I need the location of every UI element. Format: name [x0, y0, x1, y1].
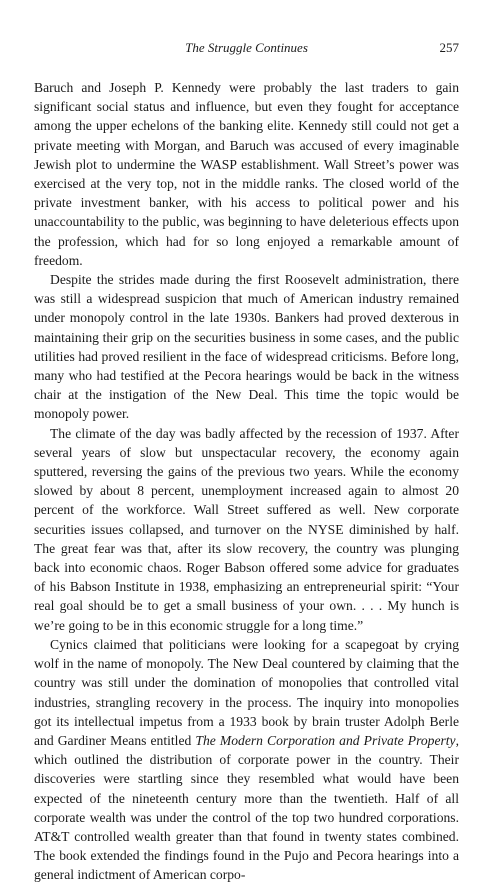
paragraph-1: Baruch and Joseph P. Kennedy were probably the last traders to gain significant social status and influence, but even they fought for acceptance among the upper echelons of the banking elite. Kennedy still could not get a private meeting with Morgan, and Baruch was accused of every imaginable Jewish plot to undermine the WASP establishment. Wall Street’s power was exercised at the very top, not in the middle ranks. The closed world of the private investment banker, with his access to political power and his unaccountability to the public, was beginning to have deleterious effects upon the profession, which had for so long enjoyed a remarkable amount of freedom.: [34, 80, 459, 268]
paragraph-4: [34, 635, 459, 885]
running-title: The Struggle Continues: [185, 40, 308, 55]
paragraph-4-text-before: Cynics claimed that politicians were looking for a scapegoat by crying wolf in the name of monopoly. The New Deal countered by claiming that the country was still under the domination of monopolies that controlled vital industries, strangling recovery in the process. The inquiry into monopolies got its intellectual impetus from a 1933 book by brain truster Adolph Berle and Gardiner Means entitled: [34, 636, 459, 748]
paragraph-3: The climate of the day was badly affected by the recession of 1937. After several years of slow but unspectacular recovery, the economy again sputtered, reversing the gains of the previous two years. While the economy slowed by about 8 percent, unemployment increased again to almost 20 percent of the workforce. Wall Street suffered as well. New corporate securities issues collapsed, and turnover on the NYSE diminished by half. The great fear was that, after its slow recovery, the country was plunging back into economic chaos. Roger Babson offered some advice for graduates of his Babson Institute in 1938, emphasizing an entrepreneurial spirit: “Your real goal should be to get a small business of your own. . . . My hunch is we’re going to be in this economic struggle for a long time.”: [34, 425, 459, 633]
body-text: [34, 78, 459, 885]
running-head: [34, 40, 459, 60]
book-title: The Modern Corporation and Private Property: [195, 732, 456, 748]
paragraph-4-text-after: , which outlined the distribution of corporate power in the country. Their discoveries were startling since they resembled what would have been expected of the nineteenth century more than the twentieth. Half of all corporate wealth was under the control of the top two hundred corporations. AT&T controlled wealth greater than that found in twenty states combined. The book extended the findings found in the Pujo and Pecora hearings into a general indictment of American corpo-: [34, 732, 460, 883]
book-page: [34, 40, 459, 885]
paragraph-2: Despite the strides made during the first Roosevelt administration, there was still a widespread suspicion that much of American industry remained under monopoly control in the late 1930s. Bankers had proved dexterous in maintaining their grip on the securities business in some cases, and the public utilities had proved resilient in the face of widespread criticisms. Before long, many who had testified at the Pecora hearings would be back in the witness chair at the instigation of the New Deal. This time the topic would be monopoly power.: [34, 272, 459, 422]
page-number: 257: [439, 40, 459, 55]
